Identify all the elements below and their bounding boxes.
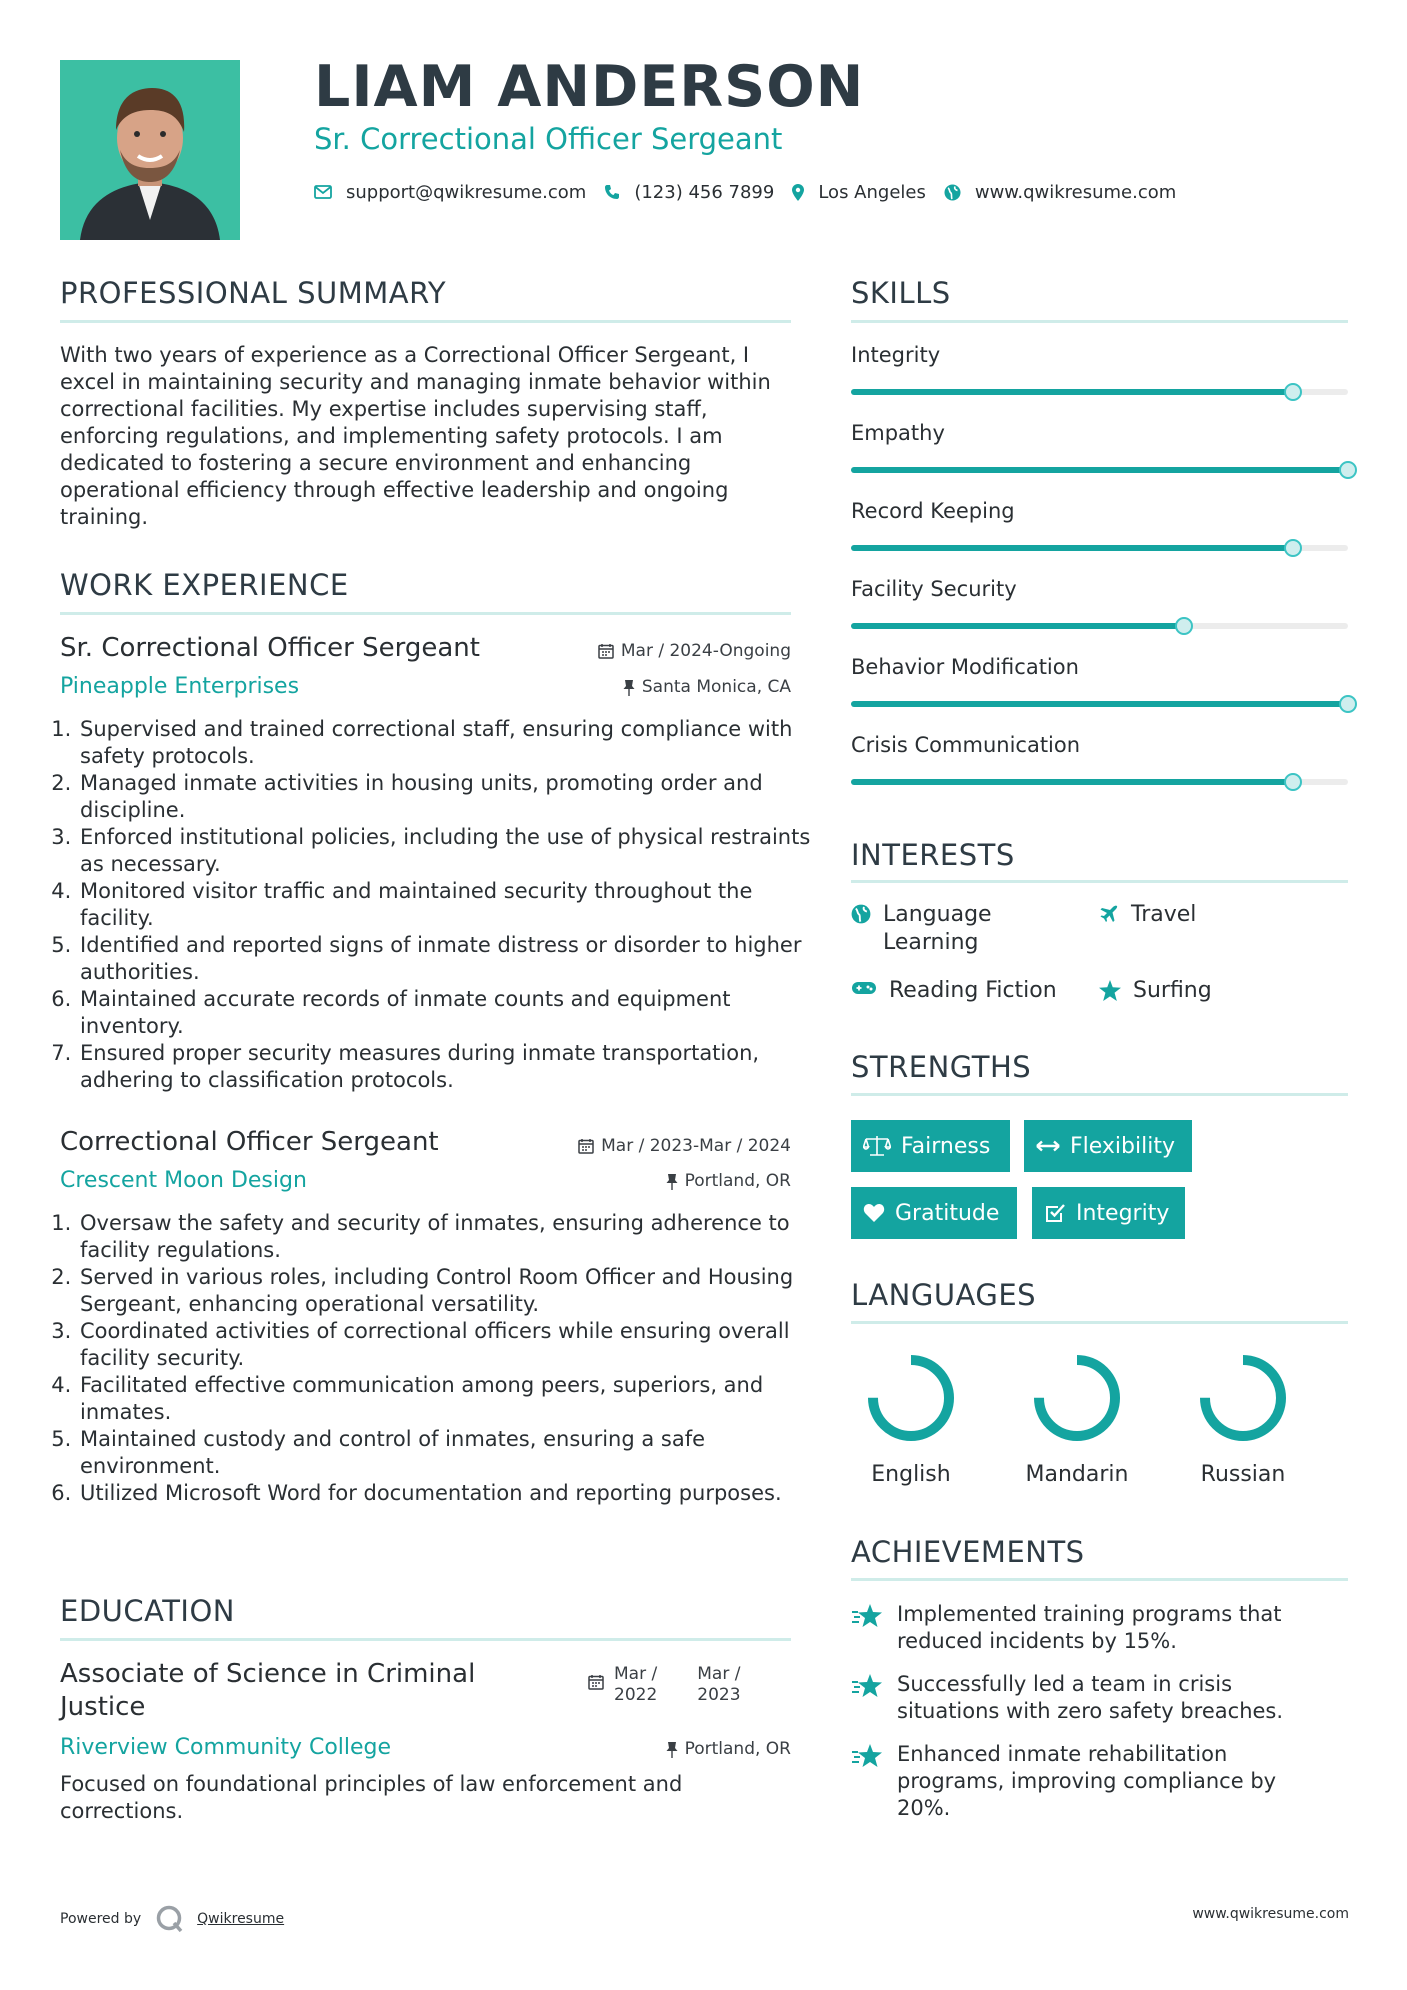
education-divider	[60, 1638, 791, 1641]
footer-website[interactable]: www.qwikresume.com	[1192, 1906, 1349, 1922]
list-item: 4. Facilitated effective communication among peers, superiors, and inmates.	[78, 1372, 813, 1426]
pushpin-icon	[666, 1741, 678, 1758]
arrows-horizontal-icon	[1036, 1139, 1060, 1153]
scale-icon	[863, 1135, 891, 1157]
education-start-year: 2022	[614, 1685, 658, 1705]
job-bullets	[60, 716, 813, 1094]
gamepad-icon	[851, 980, 877, 996]
interests-heading: INTERESTS	[851, 838, 1015, 872]
skill-bar	[851, 623, 1348, 629]
achievement-text: Implemented training programs that reduced incidents by 15%.	[897, 1602, 1282, 1653]
language-ring	[1027, 1348, 1127, 1448]
star-icon	[1099, 980, 1121, 1001]
powered-by-label: Powered by	[60, 1911, 142, 1927]
strength-badge	[1024, 1120, 1192, 1172]
job-dates-text: Mar / 2023-Mar / 2024	[601, 1136, 791, 1156]
star-award-icon	[851, 1743, 883, 1769]
skill-name: Behavior Modification	[851, 655, 1079, 679]
list-item: 1. Oversaw the safety and security of inmates, ensuring adherence to facility regulations.	[78, 1210, 813, 1264]
strengths-heading: STRENGTHS	[851, 1050, 1032, 1084]
interest-item	[851, 901, 1071, 957]
language-name: Mandarin	[1025, 1462, 1129, 1487]
achievement-item	[851, 1671, 1321, 1725]
skill-name: Empathy	[851, 421, 945, 445]
experience-heading: WORK EXPERIENCE	[60, 568, 349, 602]
profile-photo	[60, 60, 240, 240]
contact-email[interactable]: support@qwikresume.com	[346, 181, 587, 203]
skill-bar	[851, 467, 1348, 473]
language-ring-arc	[1205, 1360, 1281, 1436]
experience-divider	[60, 612, 791, 615]
strength-badge	[851, 1187, 1017, 1239]
skill-bar-knob	[1284, 773, 1302, 791]
strength-label: Integrity	[1076, 1200, 1170, 1226]
list-item: 1. Supervised and trained correctional staff, ensuring compliance with safety protocols.	[78, 716, 813, 770]
list-item: 7. Ensured proper security measures during inmate transportation, adhering to classification protocols.	[78, 1040, 813, 1094]
map-pin-icon	[792, 184, 804, 201]
plane-icon	[1099, 904, 1119, 924]
calendar-icon	[578, 1138, 594, 1154]
star-award-icon	[851, 1673, 883, 1699]
job-title: Correctional Officer Sergeant	[60, 1127, 439, 1157]
job-location-text: Portland, OR	[684, 1171, 791, 1191]
education-start-month: Mar /	[614, 1664, 658, 1684]
interests-divider	[851, 880, 1348, 883]
qwikresume-logo-icon	[155, 1904, 185, 1934]
job-location-text: Santa Monica, CA	[641, 677, 791, 697]
brand-link[interactable]: Qwikresume	[197, 1911, 285, 1927]
list-item: 5. Maintained custody and control of inmates, ensuring a safe environment.	[78, 1426, 813, 1480]
summary-heading: PROFESSIONAL SUMMARY	[60, 276, 447, 310]
list-item: 4. Monitored visitor traffic and maintained security throughout the facility.	[78, 878, 813, 932]
education-end-year: 2023	[697, 1685, 741, 1705]
skill-name: Crisis Communication	[851, 733, 1081, 757]
interest-label: Travel	[1131, 902, 1197, 927]
language-ring	[861, 1348, 961, 1448]
achievement-item	[851, 1741, 1321, 1822]
job-bullets	[60, 1210, 813, 1507]
interest-item	[1099, 901, 1196, 929]
strength-label: Flexibility	[1070, 1133, 1175, 1159]
strength-badge	[1032, 1187, 1185, 1239]
job-location	[666, 1171, 791, 1191]
interest-item	[1099, 977, 1212, 1005]
list-item: 6. Utilized Microsoft Word for documentation and reporting purposes.	[78, 1480, 813, 1507]
contact-phone[interactable]: (123) 456 7899	[634, 181, 775, 203]
list-item: 2. Served in various roles, including Control Room Officer and Housing Sergeant, enhancing operational versatility.	[78, 1264, 813, 1318]
strength-label: Gratitude	[895, 1200, 1000, 1226]
skill-bar-fill	[851, 545, 1293, 551]
achievement-text: Successfully led a team in crisis situations with zero safety breaches.	[897, 1672, 1284, 1723]
skill-name: Record Keeping	[851, 499, 1015, 523]
education-dates	[588, 1664, 741, 1706]
pushpin-icon	[666, 1173, 678, 1190]
skill-bar-fill	[851, 467, 1348, 473]
calendar-icon	[598, 643, 614, 659]
job-company: Crescent Moon Design	[60, 1168, 307, 1193]
education-description: Focused on foundational principles of law enforcement and corrections.	[60, 1772, 683, 1823]
interest-label: Surfing	[1133, 978, 1212, 1003]
skill-bar	[851, 779, 1348, 785]
skill-bar-knob	[1339, 461, 1357, 479]
language-ring	[1193, 1348, 1293, 1448]
achievements-divider	[851, 1578, 1348, 1581]
list-item: 5. Identified and reported signs of inmate distress or disorder to higher authorities.	[78, 932, 813, 986]
list-item: 6. Maintained accurate records of inmate counts and equipment inventory.	[78, 986, 813, 1040]
globe-icon	[944, 184, 961, 201]
candidate-name: LIAM ANDERSON	[314, 54, 865, 120]
language-name: English	[871, 1462, 951, 1487]
strengths-divider	[851, 1093, 1348, 1096]
skill-bar	[851, 389, 1348, 395]
language-name: Russian	[1200, 1462, 1286, 1487]
skill-bar-knob	[1284, 539, 1302, 557]
skill-name: Integrity	[851, 343, 941, 367]
skill-bar-knob	[1339, 695, 1357, 713]
list-item: 3. Coordinated activities of correctional officers while ensuring overall facility security.	[78, 1318, 813, 1372]
list-item: 3. Enforced institutional policies, including the use of physical restraints as necessary.	[78, 824, 813, 878]
skill-bar-knob	[1175, 617, 1193, 635]
strength-label: Fairness	[901, 1133, 991, 1159]
degree-title: Associate of Science in Criminal Justice	[60, 1659, 476, 1722]
job-title: Sr. Correctional Officer Sergeant	[60, 633, 480, 663]
skill-bar-fill	[851, 623, 1184, 629]
skills-divider	[851, 320, 1348, 323]
language-ring-arc	[873, 1360, 949, 1436]
achievement-item	[851, 1601, 1321, 1655]
calendar-icon	[588, 1674, 604, 1690]
strength-badge	[851, 1120, 1010, 1172]
pushpin-icon	[623, 679, 635, 696]
contact-bar	[314, 178, 1194, 206]
school-name: Riverview Community College	[60, 1735, 392, 1760]
contact-website[interactable]: www.qwikresume.com	[974, 181, 1177, 203]
skill-bar-fill	[851, 389, 1293, 395]
heart-icon	[863, 1203, 885, 1223]
education-end-month: Mar /	[697, 1664, 741, 1684]
achievements-heading: ACHIEVEMENTS	[851, 1535, 1085, 1569]
footer-powered-by	[60, 1904, 284, 1934]
skill-name: Facility Security	[851, 577, 1017, 601]
achievement-text: Enhanced inmate rehabilitation programs, improving compliance by 20%.	[897, 1742, 1277, 1820]
job-dates-text: Mar / 2024-Ongoing	[620, 641, 791, 661]
education-heading: EDUCATION	[60, 1594, 236, 1628]
skill-bar-fill	[851, 701, 1348, 707]
interest-label: Language Learning	[883, 902, 992, 955]
list-item: 2. Managed inmate activities in housing units, promoting order and discipline.	[78, 770, 813, 824]
interest-item	[851, 977, 1057, 1005]
candidate-title: Sr. Correctional Officer Sergeant	[314, 122, 783, 156]
skill-bar-fill	[851, 779, 1293, 785]
summary-text: With two years of experience as a Correctional Officer Sergeant, I excel in maintaining security and managing inmate behavior within correctional facilities. My expertise includes supervising staff, enforcing regulations, and implementing safety protocols. I am dedicated to fostering a secure environment and enhancing operational efficiency through effective leadership and ongoing training.	[60, 343, 771, 529]
skill-bar	[851, 701, 1348, 707]
check-square-icon	[1044, 1202, 1066, 1224]
interest-label: Reading Fiction	[889, 978, 1057, 1003]
languages-heading: LANGUAGES	[851, 1278, 1037, 1312]
contact-location: Los Angeles	[818, 181, 926, 203]
job-company: Pineapple Enterprises	[60, 674, 300, 699]
job-dates	[598, 641, 791, 661]
star-award-icon	[851, 1603, 883, 1629]
envelope-icon	[314, 185, 332, 199]
phone-icon	[604, 184, 620, 200]
globe-icon	[851, 904, 871, 924]
skill-bar	[851, 545, 1348, 551]
language-ring-arc	[1039, 1360, 1115, 1436]
summary-divider	[60, 320, 791, 323]
languages-divider	[851, 1321, 1348, 1324]
education-location	[666, 1739, 791, 1759]
skill-bar-knob	[1284, 383, 1302, 401]
skills-heading: SKILLS	[851, 276, 951, 310]
job-dates	[578, 1136, 791, 1156]
job-location	[623, 677, 791, 697]
education-location-text: Portland, OR	[684, 1739, 791, 1759]
